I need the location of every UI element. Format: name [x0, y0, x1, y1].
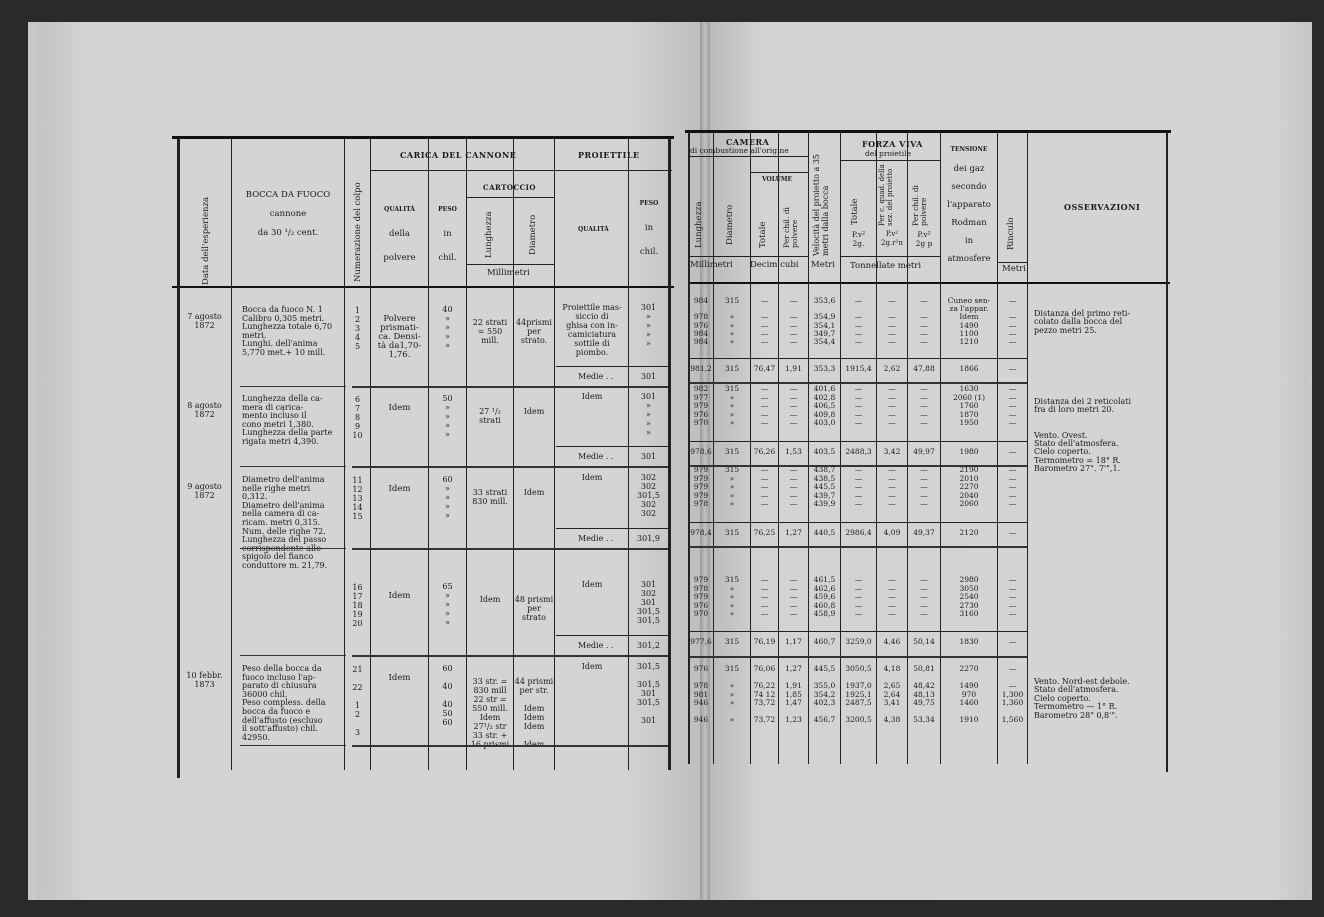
date-cell: 9 agosto 1872	[187, 482, 222, 500]
cell-fp: — — — — —	[888, 296, 896, 347]
powder-quality: Polvere prismati- ca. Densi- tà da1,70- 1,76.	[377, 314, 422, 360]
medie-value: 301,2	[637, 641, 660, 650]
mean-ft: 1915,4	[845, 364, 872, 373]
cell-diam: 315 » » » »	[724, 465, 740, 508]
cell-per: — — — — —	[789, 575, 798, 618]
mean-rin: —	[1008, 447, 1017, 456]
cell-ten: 2270 1490 970 1460 1910	[959, 664, 979, 724]
charge-underline	[370, 170, 554, 171]
cell-per: — — — — —	[789, 384, 798, 427]
projectile-type: Idem	[581, 473, 603, 482]
note-rule	[240, 655, 346, 656]
formula-2: P.v² 2g.r²π	[881, 230, 903, 247]
note-rule	[240, 745, 346, 746]
projectile-weight: 302 302 301,5 302 302	[637, 473, 660, 518]
column-rule	[466, 138, 467, 770]
mean-ten: 2120	[959, 528, 979, 537]
date-header: Data dell'esperienza	[201, 196, 211, 285]
mean-fp: 4,46	[883, 637, 901, 646]
cell-ten: 1630 2060 (1) 1760 1870 1950	[952, 384, 986, 427]
mean-vol: 76,26	[753, 447, 776, 456]
mean-rule	[689, 441, 1027, 442]
proj-underline	[554, 170, 672, 171]
column-rule-right	[1166, 132, 1168, 772]
mean-lung: 978,4	[690, 528, 712, 537]
mean-lung: 978,6	[690, 447, 712, 456]
shot-number-header: Numerazione del colpo	[353, 182, 363, 282]
fv-chil-header: Per chil. di polvere	[911, 185, 928, 226]
mean-fp: 3,42	[883, 447, 901, 456]
mean-vel: 353,3	[813, 364, 836, 373]
cell-diam: 315 » » » »	[724, 664, 740, 724]
cell-fc: 50,81 48,42 48,13 49,75 53,34	[913, 664, 935, 724]
powder-quality: Idem	[388, 403, 411, 413]
note-cell: Lunghezza della ca- mera di carica- mento incluso il cono metri 1,380. Lunghezza della parte rigata metri 4,390.	[242, 394, 333, 446]
medie-value: 301	[640, 452, 657, 461]
mean-fc: 50,14	[913, 637, 935, 646]
cell-vel: 438,7 438,5 445,5 439,7 439,9	[813, 465, 836, 508]
mean-vol: 76,19	[753, 637, 776, 646]
charge-weight: 60 » » » »	[442, 475, 453, 520]
lunghezza-header: Lunghezza	[694, 201, 704, 248]
note-rule	[240, 466, 346, 467]
mean-diam: 315	[724, 364, 740, 373]
forza-header: FORZA VIVA	[862, 139, 923, 149]
mean-fc: 47,88	[913, 364, 935, 373]
observation-text: Distanza dei 2 reticolati fra di loro metri 20. Vento. Ovest. Stato dell'atmosfera. Cielo coperto. Termometro = 18° R. Barometro 27". 7'",1.	[1034, 397, 1132, 474]
note-cell: Bocca da fuoco N. 1 Calibro 0,305 metri. Lunghezza totale 6,70 metri. Lunghi. dell'anima 5,770 met.+ 10 mill.	[242, 305, 333, 357]
group-rule	[352, 548, 668, 550]
rinculo-header: Rinculo	[1006, 217, 1016, 250]
per-chil-header: Per chil. di polvere	[782, 207, 799, 248]
group-rule-right	[689, 656, 1027, 658]
powder-quality: Idem	[388, 673, 411, 683]
cell-ten: 2980 3050 2540 2730 3160	[959, 575, 979, 618]
tonn-line	[840, 256, 940, 257]
observation-text: Distanza del primo reti- colato dalla bocca del pezzo metri 25.	[1034, 309, 1131, 335]
date-cell: 7 agosto 1872	[187, 312, 222, 330]
medie-rule	[556, 446, 668, 447]
cell-rin: — — — — —	[1008, 296, 1017, 347]
cell-rin: — — — — —	[1008, 465, 1017, 508]
cartridge-diameter: Idem	[523, 407, 545, 416]
mean-rin: —	[1008, 637, 1017, 646]
mean-diam: 315	[724, 637, 740, 646]
projectile-header: PROIETTILE	[578, 150, 640, 160]
shot-numbers: 21 22 1 2 3	[352, 665, 363, 737]
powder-quality: Idem	[388, 484, 411, 494]
mean-vel: 460,7	[813, 637, 836, 646]
cell-vol: 76,06 76,22 74 12 73,72 73,72	[753, 664, 776, 724]
projectile-weight: 301,5 301,5 301 301,5 301	[637, 662, 660, 725]
cartridge-length: 33 strati 830 mill.	[472, 488, 508, 506]
cell-lung: 979 978 979 976 970	[693, 575, 709, 618]
velocita-header: Velocità del proietto a 35 metri dalla bocca	[812, 153, 830, 256]
column-rule	[668, 138, 671, 770]
medie-label: Medie . .	[578, 534, 614, 543]
top-rule	[172, 136, 674, 139]
header-bottom-rule	[172, 286, 674, 288]
cell-lung: 979 979 979 979 978	[693, 465, 709, 508]
cell-rin: — — — — —	[1008, 384, 1017, 427]
weight-header: PESO	[438, 206, 457, 213]
volume-header: VOLUME	[762, 176, 793, 183]
shot-numbers: 11 12 13 14 15	[352, 476, 363, 521]
column-rule	[513, 138, 514, 770]
cartridge-diameter: 44 prismi per str. Idem Idem Idem	[514, 677, 554, 731]
powder-quality: Idem	[388, 591, 411, 601]
group-rule	[352, 655, 668, 657]
fv-perc-header: Per c. quad. della sez. del proietto	[878, 164, 894, 226]
volume-underline	[750, 172, 808, 173]
length-header: Lunghezza	[484, 211, 494, 258]
mean-fp: 2,62	[883, 364, 901, 373]
cell-vol: — — — — —	[760, 296, 769, 347]
mouth-header: BOCCA DA FUOCO cannone da 30 ¹/₂ cent.	[245, 190, 331, 238]
cell-per: — — — — —	[789, 465, 798, 508]
note-cell: Diametro dell'anima nelle righe metri 0,312. Diametro dell'anima nella camera di ca- ricam. metri 0,315. Num. delle righe 72. Lunghezza del passo spigolo del fianco conduttore m. 21,79.	[242, 475, 328, 570]
mean-ft: 2986,4	[845, 528, 872, 537]
weight-sub: in chil.	[438, 229, 457, 263]
mean-vol: 76,47	[753, 364, 776, 373]
shot-numbers: 6 7 8 9 10	[352, 395, 363, 440]
mean-diam: 315	[724, 447, 740, 456]
mean-fp: 4,09	[883, 528, 901, 537]
cell-vel: 461,5 462,6 459,6 460,8 458,9	[813, 575, 836, 618]
cell-ten: Cuneo sen- za l'appar. Idem 1490 1100 1210	[947, 296, 991, 347]
totale-header: Totale	[758, 221, 768, 248]
mean-fc: 49,97	[913, 447, 935, 456]
mean-ten: 1830	[959, 637, 979, 646]
projectile-type: Idem	[581, 580, 603, 589]
mean-rule	[689, 631, 1027, 632]
mean-ten: 1980	[959, 447, 979, 456]
cartridge-length: 33 str. = 830 mill 22 str = 550 mill. Idem 27¹/₂ str 33 str. +	[472, 677, 508, 740]
mean-lung: 977,6	[690, 637, 712, 646]
cell-vel: 353,6 354,9 354,1 349,7 354,4	[813, 296, 836, 347]
charge-header: CARICA DEL CANNONE	[400, 150, 517, 160]
charge-weight: 50 » » » »	[442, 394, 453, 439]
mean-vel: 403,5	[813, 447, 836, 456]
cell-diam: 315 » » » »	[724, 384, 740, 427]
group-rule	[352, 745, 668, 747]
cell-lung: 982 977 979 976 970	[693, 384, 709, 427]
mean-lung: 981,2	[690, 364, 712, 373]
note-cell: Peso della bocca da fuoco incluso l'ap- parato di chiusura 36000 chil. Peso compless. della bocca da fuoco e dell'affusto (escluso il sott'affusto) chil. 42950.	[242, 664, 326, 742]
cell-ft: 3050,5 1937,0 1925,1 2487,5 3200,5	[845, 664, 872, 724]
cell-rin: — — 1,300 1,360 1,560	[1001, 664, 1024, 724]
mean-per: 1,53	[785, 447, 802, 456]
proj-quality-header: QUALITÀ	[578, 226, 609, 233]
cell-ft: — — — — —	[854, 465, 863, 508]
forza-underline	[840, 160, 940, 161]
camera-underline	[688, 156, 808, 157]
mean-fc: 49,37	[913, 528, 935, 537]
forza-sub: del proietile	[865, 149, 912, 158]
cell-fp: — — — — —	[888, 384, 896, 427]
metri-header: Metri	[811, 260, 835, 270]
medie-label: Medie . .	[578, 641, 614, 650]
charge-weight: 60 40 40 50 60	[442, 664, 453, 727]
mm-line	[466, 264, 554, 265]
note-rule	[240, 386, 346, 387]
cartridge-length: 27 ¹/₂ strati	[479, 407, 501, 425]
medie-value: 301	[640, 372, 657, 381]
quality-header: QUALITÀ	[384, 206, 415, 213]
proj-weight-sub: in chil.	[639, 223, 659, 257]
cell-vol: — — — — —	[760, 384, 769, 427]
right-page	[704, 22, 1308, 900]
cartridge-length: Idem	[479, 595, 501, 604]
cartridge-diameter: 48 prismi per strato	[514, 595, 554, 622]
mean-vol: 76,25	[753, 528, 776, 537]
camera-sub: di combustione all'origine	[690, 146, 789, 155]
cell-lung: 984 978 976 984 984	[693, 296, 709, 347]
decim-header: Decim cubi	[750, 260, 799, 270]
metri-line	[997, 262, 1027, 263]
cartridge-underline	[466, 197, 554, 198]
tonn-header: Tonnellate metri	[850, 261, 922, 271]
camera-header: CAMERA	[726, 137, 770, 147]
diameter-header: Diametro	[528, 214, 538, 255]
shot-numbers: 16 17 18 19 20	[352, 583, 363, 628]
cartridge-diameter: 44prismi per strato.	[516, 318, 552, 345]
observation-text: Vento. Nord-est debole. Stato dell'atmosfera. Cielo coperto. Termometro — 1° R. Barometro 28" 0,8'".	[1034, 677, 1130, 720]
medie-rule	[556, 635, 668, 636]
mean-ft: 2488,3	[845, 447, 872, 456]
mean-diam: 315	[724, 528, 740, 537]
projectile-type: Idem	[581, 392, 603, 401]
proj-weight-header: PESO	[639, 200, 659, 207]
top-rule-right	[685, 130, 1171, 133]
cell-per: 1,27 1,91 1,85 1,47 1,23	[785, 664, 802, 724]
medie-rule	[556, 366, 668, 367]
medie-label: Medie . .	[578, 372, 614, 381]
medie-label: Medie . .	[578, 452, 614, 461]
cell-rin: — — — — —	[1008, 575, 1017, 618]
mean-rin: —	[1008, 528, 1017, 537]
cell-ten: 2190 2010 2270 2040 2060	[959, 465, 979, 508]
cell-ft: — — — — —	[854, 296, 863, 347]
cell-ft: — — — — —	[854, 384, 863, 427]
cell-vel: 445,5 355,0 354,2 402,3 456,7	[813, 664, 836, 724]
mean-rin: —	[1008, 364, 1017, 373]
cell-fp: 4,18 2,65 2,64 3,41 4,38	[883, 664, 901, 724]
diametro-header: Diametro	[725, 204, 735, 245]
projectile-weight: 301 » » » »	[640, 392, 657, 437]
medie-rule	[556, 528, 668, 529]
cell-ft: — — — — —	[854, 575, 863, 618]
mm-header: Millimetri	[487, 268, 530, 278]
column-rule	[554, 138, 555, 770]
cell-diam: 315 » » » »	[724, 296, 740, 347]
group-rule	[352, 466, 668, 468]
mean-rule	[689, 522, 1027, 523]
cartridge-header: CARTOCCIO	[483, 183, 537, 192]
tensione-sub: dei gaz secondo l'apparato Rodman in atmosfere	[947, 164, 991, 264]
fv-totale-header: Totale	[850, 198, 860, 225]
mean-ft: 3259,0	[845, 637, 872, 646]
cell-lung: 976 978 981 946 946	[693, 664, 709, 724]
oss-header: OSSERVAZIONI	[1064, 202, 1141, 212]
projectile-type: Proiettile mas- siccio di ghisa con in- camiciatura sottile di piombo.	[562, 303, 622, 357]
cell-fp: — — — — —	[888, 575, 896, 618]
formula-3: P.v² 2g p	[915, 230, 933, 248]
note-rule	[240, 548, 346, 549]
mean-rule	[689, 358, 1027, 359]
date-cell: 10 febbr. 1873	[186, 671, 223, 689]
projectile-weight: 301 » » » »	[640, 303, 657, 348]
mean-per: 1,17	[785, 637, 802, 646]
mm-header-r: Millimetri	[690, 260, 733, 270]
cell-per: — — — — —	[789, 296, 798, 347]
quality-sub: della polvere	[383, 229, 416, 263]
mm-line-r	[688, 256, 808, 257]
cell-fc: — — — — —	[920, 465, 928, 508]
group-rule	[352, 386, 668, 388]
charge-weight: 65 » » » »	[442, 582, 453, 627]
cartridge-length: 22 strati = 550 mill.	[472, 318, 508, 345]
cell-fc: — — — — —	[920, 296, 928, 347]
mean-per: 1,27	[785, 528, 802, 537]
cell-vel: 401,6 402,8 406,5 409,8 403,0	[813, 384, 836, 427]
cell-diam: 315 » » » »	[724, 575, 740, 618]
charge-weight: 40 » » » »	[442, 305, 453, 350]
medie-value: 301,9	[637, 534, 660, 543]
group-rule-right	[689, 546, 1027, 548]
shot-numbers: 1 2 3 4 5	[354, 306, 361, 351]
formula-1: P.v² 2g.	[851, 230, 866, 248]
mean-per: 1,91	[785, 364, 802, 373]
projectile-type: Idem	[581, 662, 603, 671]
cell-vol: — — — — —	[760, 465, 769, 508]
date-cell: 8 agosto 1872	[187, 401, 222, 419]
mean-ten: 1866	[959, 364, 979, 373]
tensione-header: TENSIONE	[950, 146, 988, 153]
cartridge-diameter: Idem	[523, 488, 545, 497]
header-bottom-rule-right	[688, 282, 1170, 284]
projectile-weight: 301 302 301 301,5 301,5	[637, 580, 660, 625]
metri2-header: Metri	[1002, 264, 1026, 274]
cell-fc: — — — — —	[920, 384, 928, 427]
mean-vel: 440,5	[813, 528, 836, 537]
cell-vol: — — — — —	[760, 575, 769, 618]
column-rule-right	[1027, 132, 1028, 764]
cell-fp: — — — — —	[888, 465, 896, 508]
cell-fc: — — — — —	[920, 575, 928, 618]
